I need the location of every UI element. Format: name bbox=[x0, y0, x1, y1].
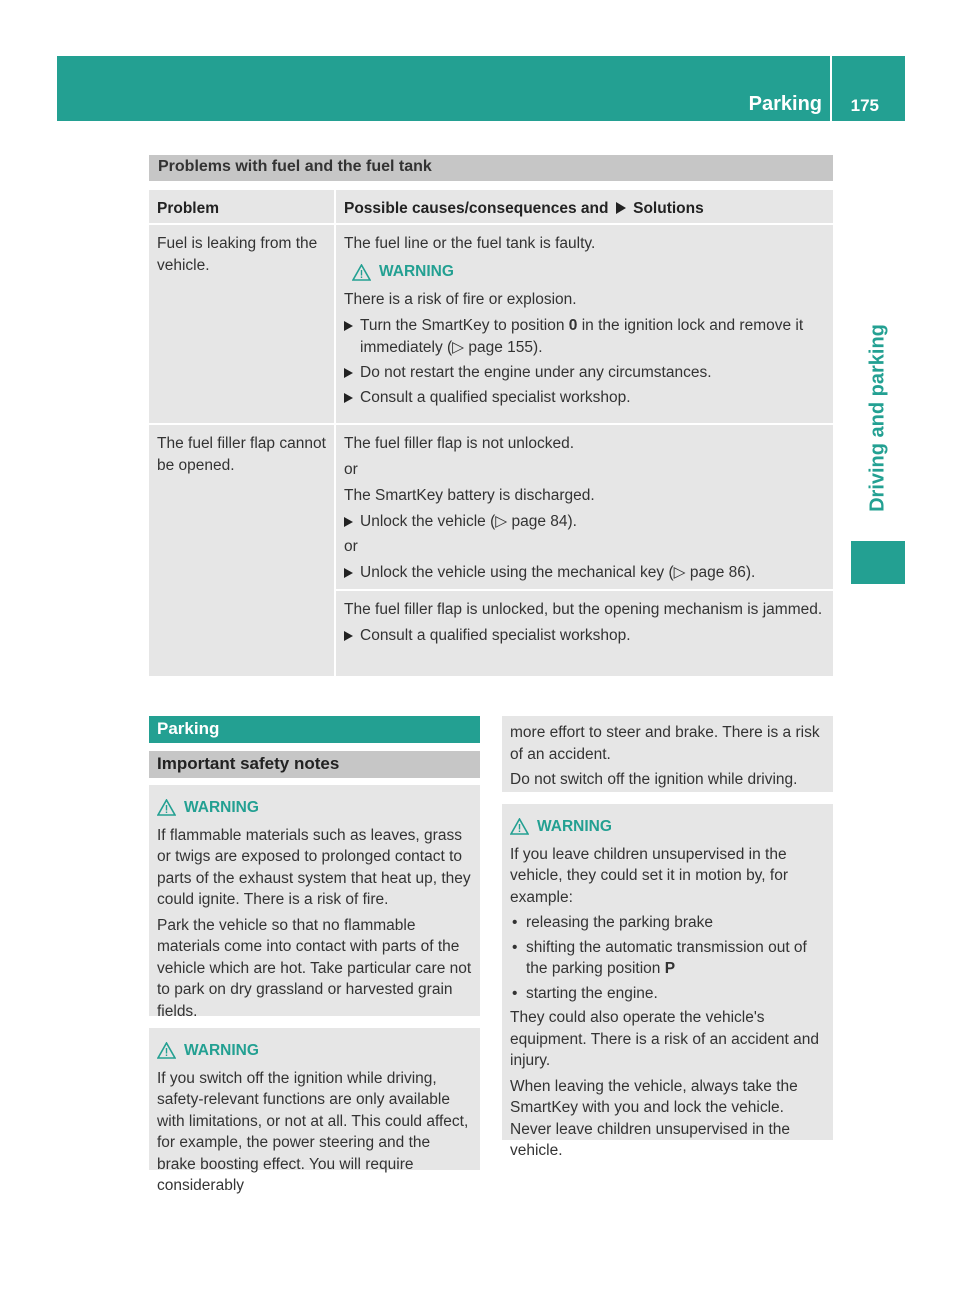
cause-text: The fuel line or the fuel tank is faulty. bbox=[344, 235, 596, 252]
warning-label: WARNING bbox=[537, 818, 612, 835]
step-arrow-icon bbox=[344, 393, 353, 403]
step-arrow-icon bbox=[344, 568, 353, 578]
step-arrow-icon bbox=[344, 368, 353, 378]
bullet-text: shifting the automatic transmission out of the parking position bbox=[526, 938, 807, 977]
header-divider bbox=[830, 56, 832, 121]
step-text: Unlock the vehicle (▷ page 84). bbox=[360, 513, 577, 530]
warning-heading bbox=[157, 797, 472, 819]
step-text: Do not restart the engine under any circumstances. bbox=[360, 364, 712, 381]
step-arrow-icon bbox=[344, 517, 353, 527]
warning-triangle-icon bbox=[510, 818, 529, 835]
solution-step bbox=[344, 511, 825, 533]
cause-text: The fuel filler flap is unlocked, but the opening mechanism is jammed. bbox=[344, 601, 823, 618]
solution-step bbox=[344, 362, 825, 384]
table-header-problem: Problem bbox=[149, 190, 334, 223]
table-row-1-problem bbox=[149, 225, 334, 423]
table-row-2-solutions bbox=[336, 425, 833, 589]
step-text: Unlock the vehicle using the mechanical key (▷ page 86). bbox=[360, 564, 756, 581]
solution-step bbox=[344, 387, 825, 409]
step-text: Turn the SmartKey to position bbox=[360, 317, 565, 334]
step-text: Consult a qualified specialist workshop. bbox=[360, 389, 631, 406]
warning-triangle-icon bbox=[157, 799, 176, 816]
warning-heading bbox=[157, 1040, 472, 1062]
section-heading-parking: Parking bbox=[149, 716, 480, 743]
page-number: 175 bbox=[850, 96, 879, 115]
step-arrow-icon bbox=[344, 631, 353, 641]
table-header-solutions bbox=[336, 190, 833, 223]
warning-box-ignition-continued bbox=[502, 716, 833, 792]
warning-paragraph: Do not switch off the ignition while driving. bbox=[510, 771, 798, 788]
bullet-bold: P bbox=[664, 960, 676, 977]
warning-box-flammable bbox=[149, 785, 480, 1020]
warning-heading bbox=[352, 261, 825, 283]
step-bold: 0 bbox=[568, 317, 578, 334]
solution-step bbox=[344, 625, 825, 647]
warning-label: WARNING bbox=[379, 263, 454, 280]
chapter-marker bbox=[851, 541, 905, 584]
warning-box-ignition bbox=[149, 1028, 480, 1194]
solution-step bbox=[344, 315, 825, 359]
warning-paragraph: They could also operate the vehicle's equipment. There is a risk of an accident and injury. bbox=[510, 1009, 820, 1069]
table-header-solutions-suffix: Solutions bbox=[633, 200, 704, 217]
warning-paragraph: If flammable materials such as leaves, grass or twigs are exposed to prolonged contact to parts of the exhaust system that heat up, they could ignite. There is a risk of fire. bbox=[157, 826, 471, 908]
warning-text: There is a risk of fire or explosion. bbox=[344, 291, 577, 308]
warning-triangle-icon bbox=[352, 264, 371, 281]
bullet-item: • releasing the parking brake bbox=[510, 912, 825, 934]
bullet-item: • starting the engine. bbox=[510, 983, 825, 1005]
cause-text: The fuel filler flap is not unlocked. bbox=[344, 435, 575, 452]
problem-text: Fuel is leaking from the vehicle. bbox=[157, 235, 318, 274]
table-header-solutions-label: Possible causes/consequences and bbox=[344, 200, 609, 217]
chapter-tab-label: Driving and parking bbox=[866, 324, 889, 512]
warning-label: WARNING bbox=[184, 1042, 259, 1059]
table-title: Problems with fuel and the fuel tank bbox=[149, 155, 833, 181]
warning-paragraph: Park the vehicle so that no flammable materials come into contact with parts of the vehicle which are hot. Take particular care not to park on dry grassland or harvested grain fields. bbox=[157, 916, 472, 1020]
warning-box-children bbox=[502, 804, 833, 1159]
warning-paragraph: If you switch off the ignition while driving, safety-relevant functions are only available with limitations, or not at all. This could affect, for example, the power steering and the brake boosting effect. You will require considerably bbox=[157, 1069, 469, 1194]
chapter-tab bbox=[851, 300, 905, 536]
header-bar bbox=[57, 56, 905, 121]
or-text: or bbox=[344, 538, 358, 555]
step-arrow-icon bbox=[344, 321, 353, 331]
warning-paragraph: If you leave children unsupervised in the vehicle, they could set it in motion by, for example: bbox=[510, 845, 788, 906]
step-text: Consult a qualified specialist workshop. bbox=[360, 627, 631, 644]
bullet-item bbox=[510, 937, 825, 980]
step-text-cont: in the ignition lock and remove it immediately (▷ page 155). bbox=[360, 317, 804, 356]
warning-paragraph: When leaving the vehicle, always take the SmartKey with you and lock the vehicle. Never leave children unsupervised in the vehicle. bbox=[510, 1077, 798, 1159]
warning-paragraph: more effort to steer and brake. There is a risk of an accident. bbox=[510, 724, 820, 763]
or-text: or bbox=[344, 461, 358, 478]
warning-triangle-icon bbox=[157, 1042, 176, 1059]
table-row-2-problem bbox=[149, 425, 334, 676]
table-row-3-solutions bbox=[336, 591, 833, 676]
header-section-title: Parking bbox=[748, 93, 822, 115]
step-arrow-icon bbox=[616, 202, 626, 214]
subsection-heading-safety: Important safety notes bbox=[149, 751, 480, 778]
table-row-1-solutions bbox=[336, 225, 833, 423]
problem-text: The fuel filler flap cannot be opened. bbox=[157, 435, 326, 474]
cause-text: The SmartKey battery is discharged. bbox=[344, 487, 595, 504]
warning-heading bbox=[510, 816, 825, 838]
warning-label: WARNING bbox=[184, 799, 259, 816]
solution-step bbox=[344, 562, 825, 584]
